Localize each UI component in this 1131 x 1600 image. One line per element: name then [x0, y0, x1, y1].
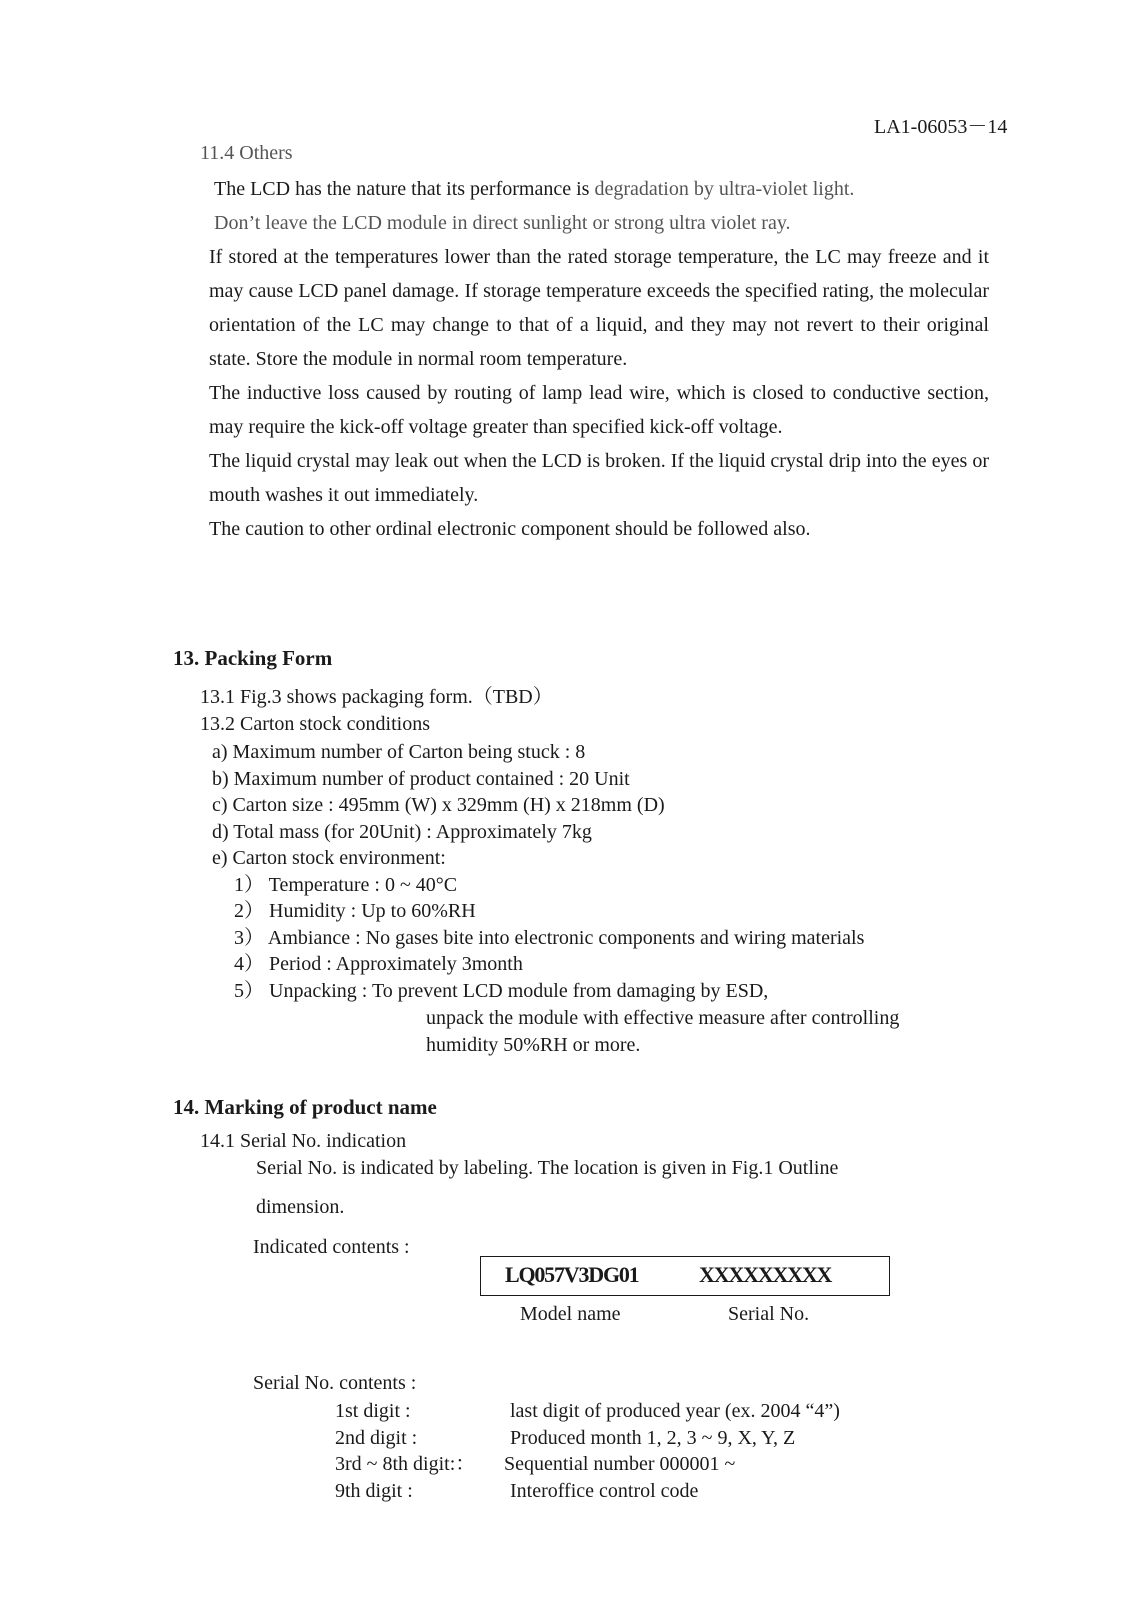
uv-paragraph-2: Don’t leave the LCD module in direct sunlight or strong ultra violet ray. — [214, 212, 791, 234]
caution-paragraph: The caution to other ordinal electronic component should be followed also. — [209, 518, 811, 540]
item-13-2: 13.2 Carton stock conditions — [200, 713, 430, 735]
item-13-1: 13.1 Fig.3 shows packaging form.（TBD） — [200, 686, 553, 708]
model-name-caption: Model name — [520, 1303, 621, 1325]
unpacking-continuation — [426, 1005, 899, 1058]
section-11-4-title: 11.4 Others — [200, 142, 293, 164]
serial-contents-label: Serial No. contents : — [253, 1372, 417, 1394]
digit-3-8-label: 3rd ~ 8th digit:： — [335, 1453, 476, 1475]
leak-paragraph: The liquid crystal may leak out when the LCD is broken. If the liquid crystal drip into the eyes or mouth washes it out immediately. — [209, 450, 989, 506]
condition-e: e) Carton stock environment: — [212, 847, 446, 869]
serial-no-caption: Serial No. — [728, 1303, 810, 1325]
env-ambiance: 3） Ambiance : No gases bite into electronic components and wiring materials — [234, 926, 865, 949]
serial-placeholder: XXXXXXXXX — [699, 1262, 832, 1287]
unpacking-line-2: unpack the module with effective measure after controlling — [426, 1007, 900, 1029]
section-11-4-body — [209, 172, 1009, 546]
env-period: 4） Period : Approximately 3month — [234, 953, 523, 975]
serial-description-1: Serial No. is indicated by labeling. The location is given in Fig.1 Outline — [256, 1157, 839, 1179]
digit-9-desc: Interoffice control code — [510, 1479, 699, 1502]
digit-1-desc: last digit of produced year (ex. 2004 “4”) — [510, 1400, 840, 1422]
digit-3-8-desc: Sequential number 000001 ~ — [504, 1453, 736, 1475]
uv-text-highlight: degradation by ultra-violet light. — [594, 178, 855, 200]
temperature-paragraph: If stored at the temperatures lower than the rated storage temperature, the LC may freeze and it may cause LCD panel damage. If storage temperature exceeds the specified rating, the molecular orientation of the LC may change to that of a liquid, and they may not revert to their original state. Store the module in normal room temperature. — [209, 246, 989, 370]
uv-text: The LCD has the nature that its performance is — [214, 178, 595, 200]
condition-b: b) Maximum number of product contained : 20 Unit — [212, 767, 630, 790]
carton-conditions-list — [212, 739, 864, 1004]
indicated-contents-label: Indicated contents : — [253, 1236, 410, 1258]
env-unpacking: 5） Unpacking : To prevent LCD module from damaging by ESD, — [234, 979, 769, 1002]
digit-9-label: 9th digit : — [335, 1479, 413, 1502]
label-box — [480, 1256, 890, 1296]
section-13-title: 13. Packing Form — [173, 646, 333, 670]
uv-paragraph — [209, 172, 1009, 206]
digit-descriptions — [504, 1398, 840, 1504]
digit-labels — [335, 1398, 475, 1504]
digit-2-label: 2nd digit : — [335, 1426, 418, 1449]
condition-d: d) Total mass (for 20Unit) : Approximately 7kg — [212, 820, 592, 843]
condition-a: a) Maximum number of Carton being stuck : 8 — [212, 741, 586, 763]
condition-c: c) Carton size : 495mm (W) x 329mm (H) x 218mm (D) — [212, 794, 665, 816]
serial-description-2: dimension. — [256, 1196, 345, 1218]
env-temperature: 1） Temperature : 0 ~ 40°C — [234, 873, 458, 896]
inductive-paragraph: The inductive loss caused by routing of lamp lead wire, which is closed to conductive section, may require the kick-off voltage greater than specified kick-off voltage. — [209, 382, 989, 438]
item-14-1: 14.1 Serial No. indication — [200, 1130, 407, 1152]
env-humidity: 2） Humidity : Up to 60%RH — [234, 900, 476, 922]
model-code: LQ057V3DG01 — [505, 1262, 639, 1287]
digit-1-label: 1st digit : — [335, 1400, 411, 1422]
environment-list — [212, 872, 864, 1005]
section-14-title: 14. Marking of product name — [173, 1095, 437, 1119]
unpacking-line-3: humidity 50%RH or more. — [426, 1033, 641, 1056]
digit-2-desc: Produced month 1, 2, 3 ~ 9, X, Y, Z — [510, 1426, 796, 1449]
document-id: LA1-06053－14 — [874, 116, 1008, 138]
